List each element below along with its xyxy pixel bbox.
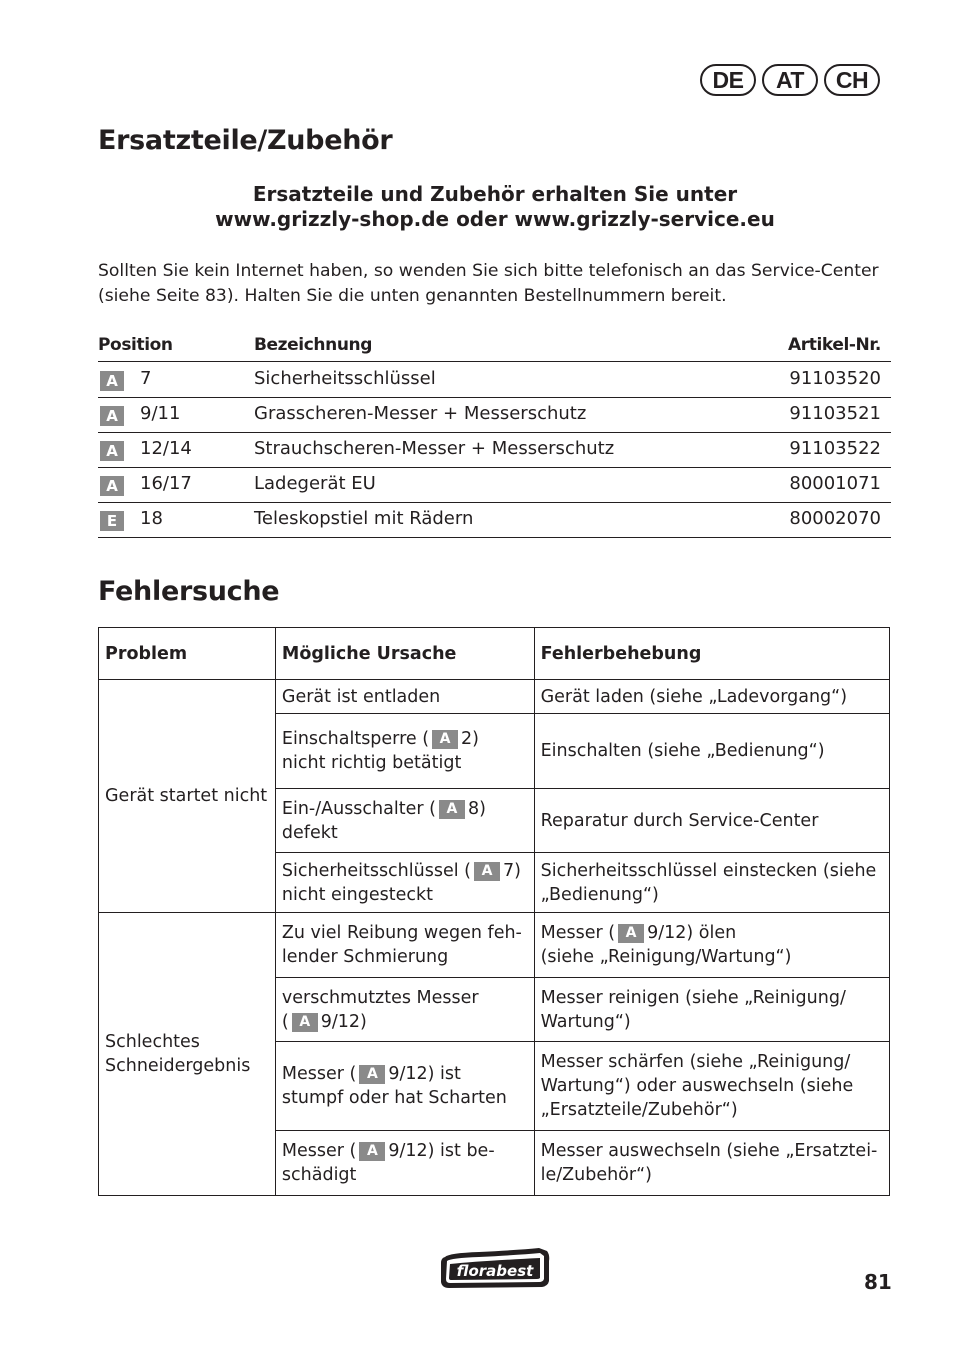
fix-text: Messer schärfen (siehe „Reinigung/ [540, 1052, 851, 1072]
section-title-spare-parts: Ersatzteile/Zubehör [98, 125, 393, 156]
cause-text: Gerät ist entladen [281, 686, 441, 707]
fix-cell [534, 1042, 889, 1131]
fix-text: Messer auswechseln (siehe „Ersatztei- [540, 1141, 878, 1161]
intro-line-1: Ersatzteile und Zubehör erhalten Sie unter [252, 182, 738, 206]
cause-text: 9/12) ist be- [388, 1141, 495, 1161]
cause-cell [275, 789, 534, 853]
parts-pos: 12/14 [140, 438, 192, 459]
figure-letter-box: A [100, 371, 124, 391]
parts-name: Sicherheitsschlüssel [254, 368, 436, 389]
cause-text: 2) [461, 729, 480, 749]
parts-name: Ladegerät EU [254, 473, 376, 494]
fix-text: Sicherheitsschlüssel einstecken (siehe [540, 860, 877, 881]
header-position: Position [98, 335, 173, 355]
parts-name: Strauchscheren-Messer + Messerschutz [254, 438, 615, 459]
problem-text: Gerät startet nicht [105, 786, 268, 806]
cause-cell [275, 680, 534, 714]
page-number: 81 [864, 1270, 892, 1294]
cause-text: Sicherheitsschlüssel ( [281, 860, 471, 881]
fix-cell [534, 789, 889, 853]
header-problem: Problem [99, 628, 276, 680]
fix-cell [534, 913, 889, 978]
parts-article: 91103522 [789, 438, 881, 459]
cause-text: 7) [502, 860, 521, 881]
figure-ref-box: A [474, 862, 500, 881]
fix-cell [534, 978, 889, 1042]
fix-text: Wartung“) oder auswechseln (siehe [540, 1076, 854, 1096]
parts-name: Grasscheren-Messer + Messerschutz [254, 403, 587, 424]
header-article: Artikel-Nr. [787, 335, 881, 355]
cause-cell [275, 1042, 534, 1131]
fix-text: Gerät laden (siehe „Ladevorgang“) [540, 686, 848, 707]
cause-cell [275, 1131, 534, 1196]
figure-ref-box: A [432, 730, 458, 749]
parts-table-header [98, 333, 891, 362]
fix-cell [534, 1131, 889, 1196]
parts-pos: 7 [140, 368, 152, 389]
fix-text: Messer ( [540, 923, 616, 943]
cause-text: defekt [281, 822, 338, 843]
country-badge-de: DE [700, 64, 756, 96]
parts-article: 91103521 [789, 403, 881, 424]
parts-row [98, 433, 891, 468]
header-cause: Mögliche Ursache [275, 628, 534, 680]
parts-article: 91103520 [789, 368, 881, 389]
figure-ref-box: A [439, 800, 465, 819]
cause-text: Zu viel Reibung wegen feh- [281, 923, 522, 943]
figure-letter-box: A [100, 406, 124, 426]
cause-text: stumpf oder hat Scharten [281, 1088, 507, 1108]
fix-text: 9/12) ölen [647, 923, 737, 943]
cause-text: ( [281, 1011, 289, 1032]
cause-text: Ein-/Ausschalter ( [281, 798, 436, 819]
parts-pos: 18 [140, 508, 163, 529]
troubleshooting-table [98, 627, 890, 1196]
figure-ref-box: A [292, 1013, 318, 1032]
problem-text: Schneidergebnis [105, 1056, 251, 1076]
parts-pos: 16/17 [140, 473, 192, 494]
fix-text: „Bedienung“) [540, 884, 659, 905]
figure-letter-box: E [100, 511, 124, 531]
cause-text: verschmutztes Messer [281, 987, 479, 1008]
parts-name: Teleskopstiel mit Rädern [254, 508, 474, 529]
table-row [99, 680, 890, 714]
fix-text: „Ersatzteile/Zubehör“) [540, 1100, 738, 1120]
cause-text: lender Schmierung [281, 947, 449, 967]
figure-ref-box: A [359, 1065, 385, 1084]
figure-ref-box: A [618, 924, 644, 943]
cause-text: 9/12) [320, 1011, 367, 1032]
section-title-troubleshooting: Fehlersuche [98, 576, 280, 607]
intro-line-2: www.grizzly-shop.de oder www.grizzly-service.eu [215, 207, 775, 231]
cause-text: schädigt [281, 1165, 357, 1185]
header-name: Bezeichnung [254, 335, 372, 355]
cause-cell [275, 853, 534, 913]
florabest-logo [439, 1247, 551, 1289]
parts-article: 80002070 [789, 508, 881, 529]
cause-cell [275, 714, 534, 789]
fix-cell [534, 853, 889, 913]
figure-ref-box: A [359, 1142, 385, 1161]
fix-text: Reparatur durch Service-Center [540, 810, 819, 831]
cause-text: Einschaltsperre ( [281, 729, 430, 749]
parts-pos: 9/11 [140, 403, 181, 424]
figure-letter-box: A [100, 441, 124, 461]
country-badges [700, 64, 880, 96]
country-badge-at: AT [762, 64, 818, 96]
problem-cell [99, 913, 276, 1196]
cause-cell [275, 978, 534, 1042]
cause-text: Messer ( [281, 1141, 357, 1161]
cause-text: 8) [467, 798, 486, 819]
parts-row [98, 363, 891, 398]
fix-text: Einschalten (siehe „Bedienung“) [540, 741, 825, 761]
parts-row [98, 503, 891, 538]
table-header-row [99, 628, 890, 680]
country-badge-ch: CH [824, 64, 880, 96]
logo-text: florabest [456, 1262, 534, 1280]
fix-cell [534, 714, 889, 789]
body-line-2: (siehe Seite 83). Halten Sie die unten genannten Bestellnummern bereit. [98, 286, 727, 306]
fix-text: (siehe „Reinigung/Wartung“) [540, 947, 792, 967]
cause-text: nicht richtig betätigt [281, 753, 462, 773]
fix-text: le/Zubehör“) [540, 1165, 652, 1185]
fix-text: Messer reinigen (siehe „Reinigung/ [540, 987, 846, 1008]
fix-text: Wartung“) [540, 1011, 631, 1032]
parts-article: 80001071 [789, 473, 881, 494]
cause-text: 9/12) ist [388, 1064, 461, 1084]
table-row [99, 913, 890, 978]
cause-text: Messer ( [281, 1064, 357, 1084]
cause-text: nicht eingesteckt [281, 884, 433, 905]
header-fix: Fehlerbehebung [534, 628, 889, 680]
figure-letter-box: A [100, 476, 124, 496]
body-line-1: Sollten Sie kein Internet haben, so wenden Sie sich bitte telefonisch an das Service-Center [98, 261, 879, 281]
parts-row [98, 398, 891, 433]
problem-cell [99, 680, 276, 913]
cause-cell [275, 913, 534, 978]
fix-cell [534, 680, 889, 714]
parts-row [98, 468, 891, 503]
problem-text: Schlechtes [105, 1032, 200, 1052]
